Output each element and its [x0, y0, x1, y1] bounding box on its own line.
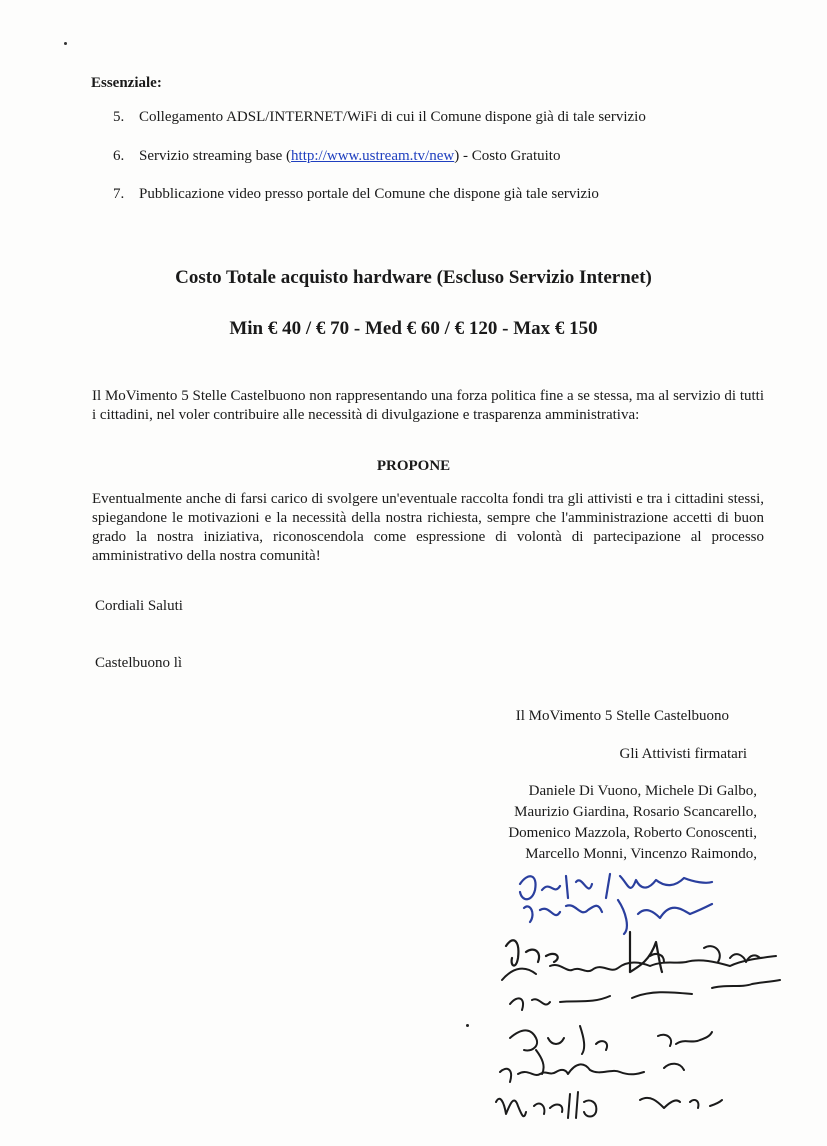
cost-range: Min € 40 / € 70 - Med € 60 / € 120 - Max € 150: [229, 318, 598, 339]
section-heading: Essenziale:: [91, 75, 162, 91]
list-item: [113, 186, 599, 203]
text-before-link: Servizio streaming base (: [139, 148, 292, 164]
list-item: [113, 109, 646, 126]
list-item-text: Collegamento ADSL/INTERNET/WiFi di cui il Comune dispone già di tale servizio: [139, 109, 646, 125]
signature-black-5: [500, 1064, 684, 1082]
signers-line: Daniele Di Vuono, Michele Di Galbo,: [528, 783, 757, 799]
handwritten-signatures: [480, 862, 790, 1146]
list-item-text: Pubblicazione video presso portale del Comune che dispone già tale servizio: [139, 186, 599, 202]
signatory-group: Gli Attivisti firmatari: [619, 746, 747, 762]
scan-speck: [466, 1024, 469, 1027]
signature-black-3: [510, 980, 780, 1010]
list-item-number: 6.: [113, 148, 125, 164]
list-item-number: 7.: [113, 186, 125, 202]
closing-salutation: Cordiali Saluti: [95, 598, 183, 614]
signers-line: Domenico Mazzola, Roberto Conoscenti,: [508, 825, 757, 841]
list-item-text: [139, 148, 560, 165]
signers-line: Marcello Monni, Vincenzo Raimondo,: [525, 846, 757, 862]
propone-heading: PROPONE: [376, 458, 451, 474]
signers-line: Maurizio Giardina, Rosario Scancarello,: [514, 804, 757, 820]
signature-black-1: [506, 932, 662, 972]
signature-blue-2: [524, 900, 712, 934]
scan-speck: [64, 42, 67, 45]
signatory-org: Il MoVimento 5 Stelle Castelbuono: [515, 708, 729, 724]
signature-black-2: [502, 946, 776, 980]
list-item: [113, 148, 560, 165]
place-date-line: Castelbuono lì: [95, 655, 183, 671]
list-item-number: 5.: [113, 109, 125, 125]
signers-block: [508, 781, 757, 865]
signature-black-6: [496, 1092, 722, 1118]
ustream-link[interactable]: http://www.ustream.tv/new: [291, 148, 455, 164]
text-after-link: ) - Costo Gratuito: [454, 148, 561, 164]
cost-title: Costo Totale acquisto hardware (Escluso Servizio Internet): [175, 267, 652, 288]
intro-paragraph: Il MoVimento 5 Stelle Castelbuono non rappresentando una forza politica fine a se stessa, ma al servizio di tutti i cittadini, nel voler contribuire alle necessità di divulgazione e trasparenza amministrativa:: [92, 388, 764, 423]
signature-blue-1: [520, 874, 712, 899]
proposal-paragraph: Eventualmente anche di farsi carico di svolgere un'eventuale raccolta fondi tra gli attivisti e tra i cittadini stessi, spiegandone le motivazioni e la necessità della nostra richiesta, sempre che l'amministrazione accetti di buon grado la nostra iniziativa, riconoscendola come espressione di volontà di partecipazione al processo amministrativo della nostra comunità!: [92, 491, 764, 564]
